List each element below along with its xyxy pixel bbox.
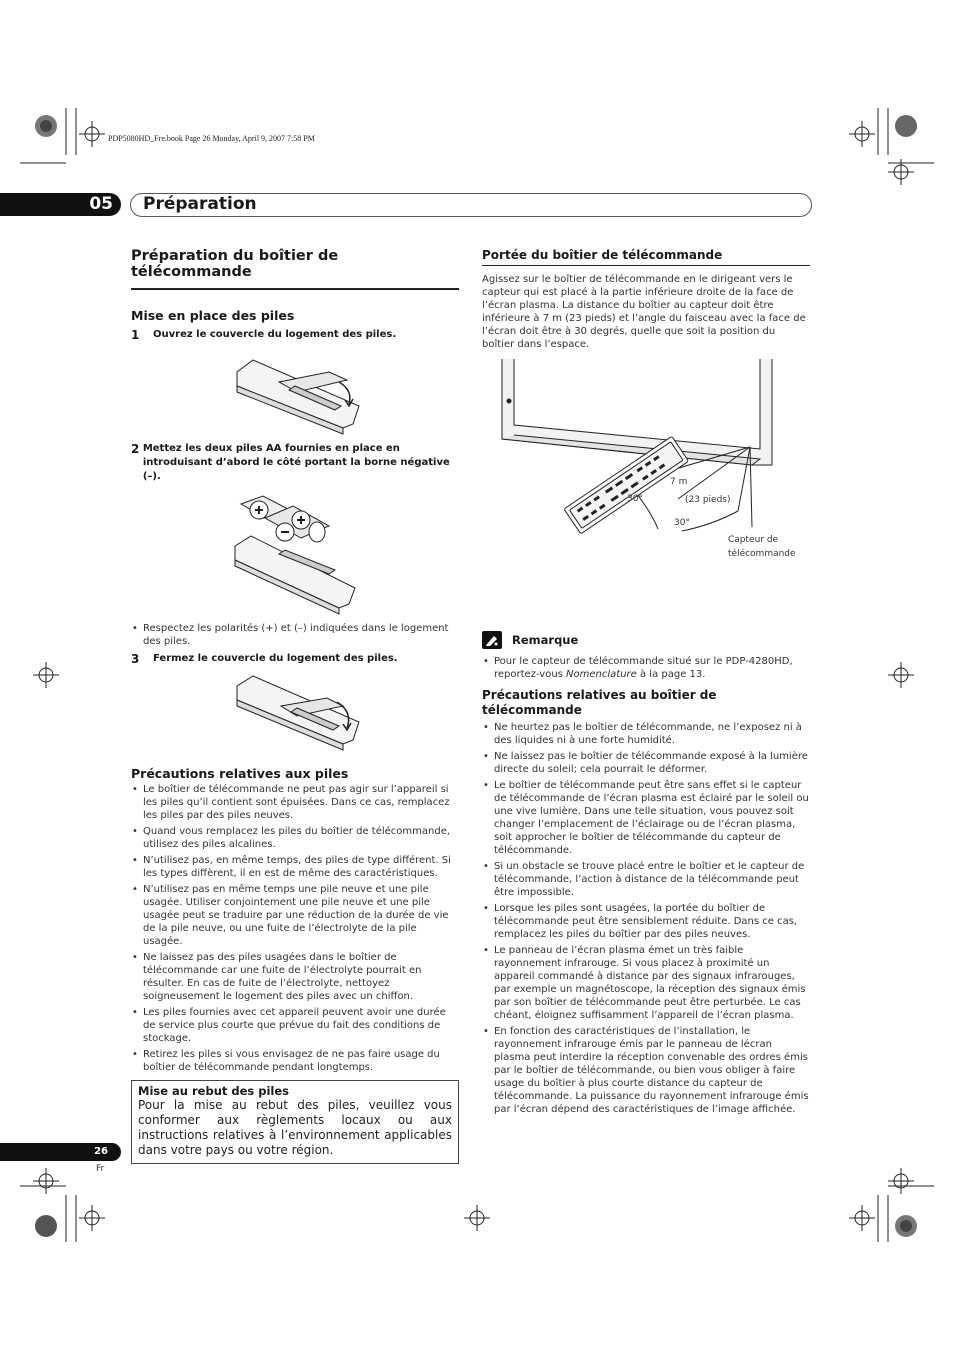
battery-heading: Mise en place des piles [131,308,295,323]
language-code: Fr [96,1164,105,1174]
list-item: • Ne heurtez pas le boîtier de télécommande, ne l’exposez ni à des liquides ni à une forte humidité. [482,721,810,747]
list-item: • Le boîtier de télécommande ne peut pas agir sur l’appareil si les piles qu’il contient sont épuisées. Dans ce cas, remplacez les piles par des piles neuves. [131,783,459,822]
list-item: • En fonction des caractéristiques de l’installation, le rayonnement infrarouge émis par le panneau de lécran plasma peut interdire la réception convenable des ordres émis par le boîtier de télécommande, ou bien vous obliger à faire usage du boîtier à plus courte distance du capteur de télécommande. La puissance du rayonnement infrarouge émis par l’écran dépend des caractéristiques de l’image affichée. [482,1025,810,1116]
step-2 [131,442,459,484]
list-item: • N’utilisez pas en même temps une pile neuve et une pile usagée. Utiliser conjointement une pile neuve et une pile usagée peut se traduire par une réduction de la durée de vie de la pile neuve, ou une fuite de l’électrolyte de la pile usagée. [131,883,459,948]
list-item: • Lorsque les piles sont usagées, la portée du boîtier de télécommande peut être sensiblement réduite. Dans ce cas, remplacez les piles du boîtier par des piles neuves. [482,902,810,941]
remark-list [482,655,810,681]
angle-right-label: 30° [674,518,690,528]
distance-label: 7 m [670,477,688,487]
step-text: Ouvrez le couvercle du logement des piles. [153,329,397,340]
left-column [131,248,459,1164]
remote-precautions-list [482,721,810,1116]
list-item: • Le panneau de l’écran plasma émet un très faible rayonnement infrarouge. Si vous placez à proximité un appareil commandé à distance par des signaux infrarouges, par exemple un magnétoscope, la réception des signaux émis par son boîtier de télécommande peut être perturbée. Le cas chéant, éloignez suffisamment l’appareil de l’écran plasma. [482,944,810,1022]
step-3 [131,652,459,666]
step-text: Mettez les deux piles AA fournies en place en introduisant d’abord le côté portant la borne négative (–). [142,443,450,482]
page-number-badge [0,1143,121,1161]
list-item: • Le boîtier de télécommande peut être sans effet si le capteur de télécommande de l’écran plasma est éclairé par le soleil ou une vive lumière. Dans une telle situation, vous pouvez soit changer l’emplacement de l’éclairage ou de l’écran plasma, soit approcher le boîtier de télécommande du capteur de télécommande. [482,779,810,857]
right-column [482,248,810,1119]
disposal-text: Pour la mise au rebut des piles, veuillez vous conformer aux règlements locaux ou aux instructions relatives à l’environnement applicables dans votre pays ou votre région. [138,1098,452,1157]
polarity-note-list [131,622,459,648]
list-item: • Ne laissez pas des piles usagées dans le boîtier de télécommande car une fuite de l’électrolyte pourrait en résulter. En cas de fuite de l’électrolyte, nettoyez soigneusement le logement des piles avec un chiffon. [131,951,459,1003]
range-heading: Portée du boîtier de télécommande [482,248,810,266]
chapter-badge [0,193,121,216]
list-item: • Pour le capteur de télécommande situé sur le PDP-4280HD, reportez-vous Nomenclature à la page 13. [482,655,810,681]
remote-open-cover-illustration [131,344,459,438]
step-1 [131,328,459,342]
remark-header [482,631,810,649]
list-item: • Les piles fournies avec cet appareil peuvent avoir une durée de service plus courte que prévue du fait des conditions de stockage. [131,1006,459,1045]
distance-ft-label: (23 pieds) [685,495,731,505]
angle-left-label: 30° [627,494,643,504]
list-item: • Si un obstacle se trouve placé entre le boîtier et le capteur de télécommande, l’action à distance de la télécommande peut être impossible. [482,860,810,899]
step-number: 3 [131,652,140,666]
battery-insert-illustration [131,490,459,618]
step-number: 1 [131,328,140,342]
list-item: • N’utilisez pas, en même temps, des piles de type différent. Si les types diffèrent, il en est de même des caractéristiques. [131,854,459,880]
remark-link-text: Nomenclature [566,669,637,680]
section-title: Préparation du boîtier de télécommande [131,248,459,290]
page-number: 26 [94,1146,108,1157]
chapter-number: 05 [89,194,113,214]
remark-heading: Remarque [512,633,579,647]
battery-precautions-list [131,783,459,1074]
remote-precautions-heading: Précautions relatives au boîtier de télécommande [482,688,717,717]
disposal-title: Mise au rebut des piles [138,1084,290,1098]
list-item: • Quand vous remplacez les piles du boîtier de télécommande, utilisez des piles alcalines. [131,825,459,851]
list-item: • Respectez les polarités (+) et (–) indiquées dans le logement des piles. [131,622,459,648]
step-number: 2 [131,442,140,456]
list-item: • Retirez les piles si vous envisagez de ne pas faire usage du boîtier de télécommande pendant longtemps. [131,1048,459,1074]
list-item: • Ne laissez pas le boîtier de télécommande exposé à la lumière directe du soleil; cela pourrait le déformer. [482,750,810,776]
sensor-label-line2: télécommande [728,549,796,559]
note-icon [482,631,502,649]
sensor-label-line1: Capteur de [728,535,779,545]
step-text: Fermez le couvercle du logement des piles. [153,653,398,664]
range-text: Agissez sur le boîtier de télécommande en le dirigeant vers le capteur qui est placé à la partie inférieure droite de la face de l’écran plasma. La distance du boîtier au capteur doit être inférieure à 7 m (23 pieds) et l’angle du faisceau avec la face de l’écran doit être à 30 degrés, quelle que soit la position du boîtier dans l’espace. [482,274,806,350]
precautions-heading: Précautions relatives aux piles [131,766,349,781]
remote-close-cover-illustration [131,668,459,756]
chapter-title: Préparation [143,194,257,214]
range-diagram [482,359,810,609]
file-header: PDP5080HD_Fre.book Page 26 Monday, April 9, 2007 7:58 PM [108,134,315,143]
disposal-box [131,1080,459,1164]
